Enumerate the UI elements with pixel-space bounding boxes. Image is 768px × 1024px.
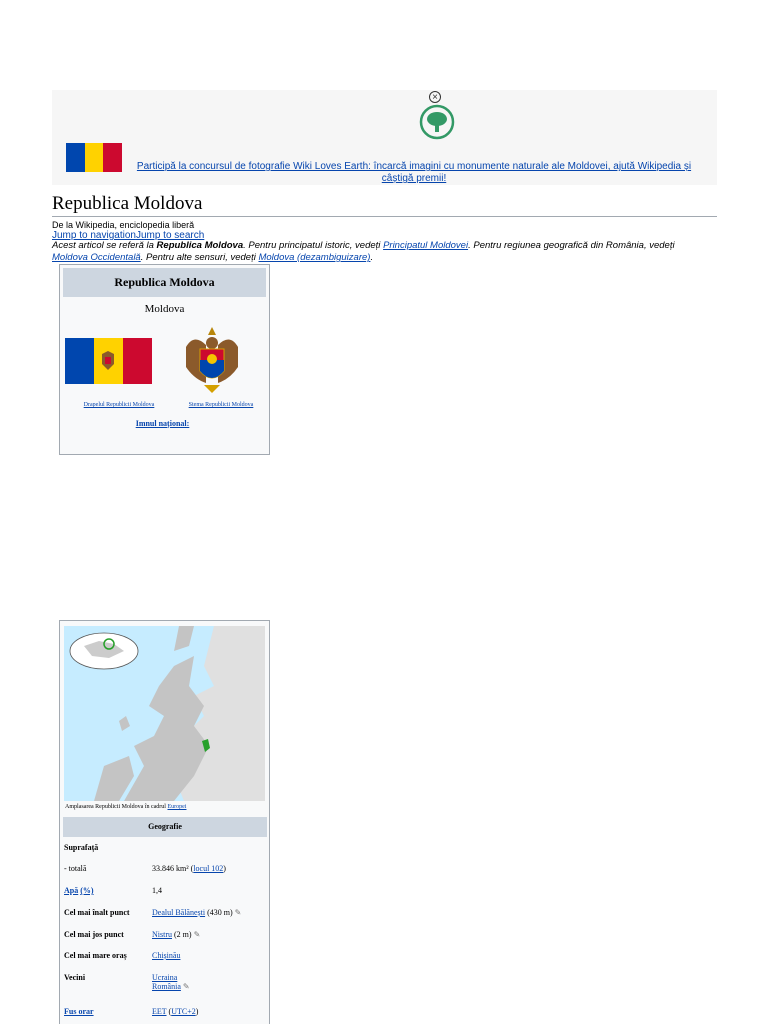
row-key	[64, 886, 94, 895]
infobox-subtitle: Moldova	[144, 303, 185, 315]
link-romania[interactable]: România	[152, 982, 181, 991]
link-apa[interactable]: Apă	[64, 886, 79, 895]
link-dealul-balanesti[interactable]: Dealul Bălănești	[152, 908, 206, 917]
moldova-flag[interactable]	[65, 338, 152, 384]
row-key: Cel mai mare oraș	[64, 951, 127, 960]
area-suffix: )	[223, 864, 226, 873]
link-europei[interactable]: Europei	[167, 804, 187, 810]
flag-caption[interactable]: Drapelul Republicii Moldova	[83, 402, 155, 408]
pencil-icon[interactable]: ✎	[234, 908, 242, 917]
coat-of-arms-icon[interactable]	[180, 323, 244, 399]
coat-of-arms-caption[interactable]: Stema Republicii Moldova	[188, 402, 254, 408]
height-suffix: (2 m)	[172, 930, 192, 939]
hatnote-text: . Pentru alte sensuri, vedeți	[140, 252, 259, 263]
row-value	[152, 973, 190, 991]
infobox-geography	[59, 620, 270, 1024]
row-key: Suprafață	[64, 843, 99, 852]
row-value: 1,4	[152, 886, 162, 895]
link-procent[interactable]: (%)	[80, 886, 94, 895]
page-title: Republica Moldova	[52, 193, 717, 217]
row-key	[64, 1007, 94, 1016]
contest-banner	[52, 90, 717, 185]
row-key: - totală	[64, 864, 87, 873]
banner-link[interactable]: Participă la concursul de fotografie Wiki Loves Earth: încarcă imagini cu monumente naturale ale Moldovei, ajută Wikipedia și câștigă premii!	[136, 161, 692, 184]
anthem-link[interactable]: Imnul național:	[135, 419, 190, 428]
tree-icon	[418, 104, 456, 140]
row-value: EET (UTC+2)	[152, 1007, 199, 1016]
pencil-icon[interactable]: ✎	[182, 982, 190, 991]
tagline	[52, 220, 194, 230]
row-key: Vecini	[64, 973, 86, 982]
moldova-flag-small	[66, 143, 122, 172]
hatnote-bold: Republica Moldova	[156, 240, 244, 251]
row-key: Cel mai jos punct	[64, 930, 124, 939]
area-value: 33.846 km² (	[152, 864, 194, 873]
row-value	[152, 864, 226, 873]
hatnote-text: .	[370, 252, 374, 263]
link-locul-102[interactable]: locul 102	[193, 864, 224, 873]
link-nistru[interactable]: Nistru	[152, 930, 172, 939]
link-eet[interactable]: EET	[152, 1007, 167, 1016]
hatnote	[52, 240, 692, 264]
link-chisinau[interactable]: Chișinău	[152, 951, 181, 960]
link-fus-orar[interactable]: Fus orar	[64, 1007, 94, 1016]
map-caption-text: Amplasarea Republicii Moldova în cadrul	[65, 804, 168, 810]
height-suffix: (430 m)	[205, 908, 233, 917]
tagline-prefix: De la	[52, 220, 76, 230]
tagline-wikipedia: Wikipedia	[75, 220, 115, 230]
tagline-suffix: , enciclopedia liberă	[114, 220, 195, 230]
close-icon[interactable]: ×	[429, 91, 441, 103]
row-value	[152, 908, 241, 917]
map-caption	[65, 804, 186, 810]
section-header-geografie: Geografie	[63, 817, 267, 837]
link-principatul-moldovei[interactable]: Principatul Moldovei	[383, 240, 469, 251]
europe-location-map[interactable]	[64, 626, 265, 801]
link-ucraina[interactable]: Ucraina	[152, 973, 178, 982]
jump-to-navigation[interactable]: Jump to navigation	[52, 230, 136, 241]
pencil-icon[interactable]: ✎	[193, 930, 201, 939]
row-value	[152, 930, 200, 939]
hatnote-text: . Pentru principatul istoric, vedeți	[243, 240, 384, 251]
link-moldova-dezambiguizare[interactable]: Moldova (dezambiguizare)	[258, 252, 371, 263]
row-value	[152, 951, 180, 960]
infobox-header	[59, 264, 270, 455]
infobox-title: Republica Moldova	[63, 268, 266, 297]
link-moldova-occidentala[interactable]: Moldova Occidentală	[52, 252, 141, 263]
hatnote-text: Acest articol se referă la	[52, 240, 157, 251]
row-key: Cel mai înalt punct	[64, 908, 130, 917]
hatnote-text: . Pentru regiunea geografică din România, vedeți	[468, 240, 675, 251]
link-utc-2[interactable]: UTC+2	[171, 1007, 196, 1016]
jump-to-search[interactable]: Jump to search	[135, 230, 205, 241]
